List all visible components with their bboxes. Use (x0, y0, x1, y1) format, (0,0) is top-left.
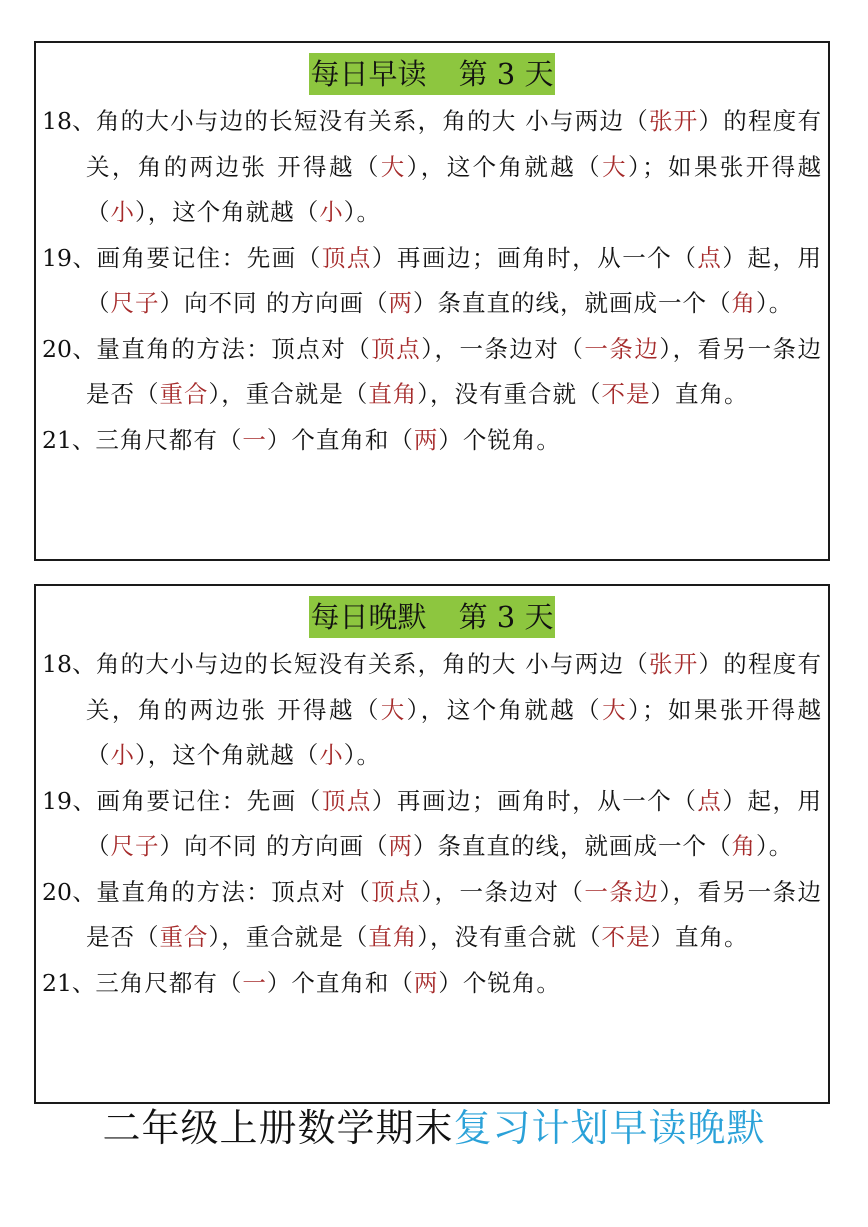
item-text: ）的程度有关，角的两边张 开得越（ (86, 107, 823, 181)
answer-text: 一 (242, 425, 267, 454)
list-item (42, 642, 822, 779)
item-text: 画角要记住：先画（ (96, 786, 322, 815)
answer-text: 小 (110, 741, 135, 769)
answer-text: 直角 (368, 380, 418, 408)
answer-text: 两 (388, 289, 413, 317)
answer-text: 两 (413, 968, 439, 997)
answer-text: 大 (380, 695, 407, 724)
item-text: ），一条边对（ (421, 334, 585, 363)
item-number: 18、 (42, 650, 96, 678)
item-text: ）。 (343, 741, 381, 769)
item-text: ），没有重合就（ (417, 380, 602, 408)
answer-text: 两 (413, 425, 439, 454)
answer-text: 大 (602, 695, 628, 724)
item-text: ）。 (755, 289, 794, 317)
item-text: ），重合就是（ (208, 380, 369, 408)
footer-caption-accent: 复习计划早读晚默 (453, 1106, 766, 1150)
list-item (42, 870, 822, 961)
item-text: ）个直角和（ (266, 968, 414, 997)
answer-text: 小 (319, 198, 344, 226)
evening-item-list (42, 642, 822, 1006)
answer-text: 不是 (601, 380, 651, 408)
item-text: ），看另一条边是否（ (86, 334, 823, 408)
answer-text: 不是 (601, 923, 651, 951)
answer-text: 一 (242, 968, 267, 997)
item-text: ）。 (755, 832, 794, 860)
answer-text: 张开 (649, 107, 699, 135)
item-text: ），这个角就越（ (406, 152, 603, 181)
item-number: 18、 (42, 107, 96, 135)
item-text: ）条直直的线，就画成一个（ (412, 289, 732, 317)
answer-text: 尺子 (110, 832, 160, 860)
item-text: ），重合就是（ (208, 923, 369, 951)
morning-title-wrap (42, 53, 822, 99)
morning-title (309, 53, 556, 95)
list-item (42, 327, 822, 418)
answer-text: 角 (731, 832, 756, 860)
item-text: ）条直直的线，就画成一个（ (412, 832, 732, 860)
evening-title-label: 每日晚默 (310, 600, 427, 634)
item-number: 19、 (42, 786, 97, 815)
item-text: ），这个角就越（ (135, 741, 320, 769)
item-text: ）的程度有关，角的两边张 开得越（ (86, 650, 823, 724)
item-text: ），这个角就越（ (135, 198, 320, 226)
item-text: 画角要记住：先画（ (96, 243, 322, 272)
item-text: ）；如果张开得越（ (86, 152, 823, 226)
answer-text: 顶点 (321, 243, 372, 272)
item-text: ）直角。 (650, 380, 749, 408)
item-text: ）起，用（ (86, 243, 823, 317)
item-text: ）向不同 的方向画（ (159, 832, 389, 860)
item-text: ）直角。 (650, 923, 749, 951)
list-item (42, 236, 822, 327)
item-number: 20、 (42, 334, 97, 363)
evening-title-day: 第 3 天 (458, 600, 554, 634)
item-text: 角的大小与边的长短没有关系，角的大 小与两边（ (95, 107, 650, 135)
item-text: 三角尺都有（ (95, 425, 243, 454)
evening-title (309, 596, 556, 638)
item-text: ）个锐角。 (438, 425, 561, 454)
morning-title-day: 第 3 天 (458, 57, 554, 91)
answer-text: 一条边 (584, 334, 660, 363)
answer-text: 点 (697, 243, 723, 272)
item-text: 量直角的方法：顶点对（ (96, 877, 372, 906)
item-number: 21、 (42, 968, 96, 997)
list-item (42, 779, 822, 870)
answer-text: 两 (388, 832, 413, 860)
item-text: ）再画边；画角时，从一个（ (371, 786, 698, 815)
morning-reading-card (34, 41, 830, 561)
item-text: ）起，用（ (86, 786, 823, 860)
answer-text: 小 (319, 741, 344, 769)
item-text: ）个直角和（ (266, 425, 414, 454)
item-text: ）；如果张开得越（ (86, 695, 823, 769)
answer-text: 大 (380, 152, 407, 181)
item-text: ）再画边；画角时，从一个（ (371, 243, 698, 272)
item-number: 20、 (42, 877, 97, 906)
answer-text: 角 (731, 289, 756, 317)
item-text: ）个锐角。 (438, 968, 561, 997)
answer-text: 顶点 (371, 877, 422, 906)
item-text: 三角尺都有（ (95, 968, 243, 997)
list-item (42, 961, 822, 1007)
answer-text: 大 (602, 152, 628, 181)
answer-text: 重合 (159, 923, 209, 951)
answer-text: 点 (697, 786, 723, 815)
list-item (42, 99, 822, 236)
answer-text: 重合 (159, 380, 209, 408)
item-text: ），一条边对（ (421, 877, 585, 906)
answer-text: 顶点 (321, 786, 372, 815)
item-number: 19、 (42, 243, 97, 272)
item-text: ），这个角就越（ (406, 695, 603, 724)
answer-text: 尺子 (110, 289, 160, 317)
evening-title-wrap (42, 596, 822, 642)
answer-text: 小 (110, 198, 135, 226)
answer-text: 张开 (649, 650, 699, 678)
morning-item-list (42, 99, 822, 463)
item-text: ）向不同 的方向画（ (159, 289, 389, 317)
footer-caption-main: 二年级上册数学期末 (102, 1106, 454, 1150)
item-text: 角的大小与边的长短没有关系，角的大 小与两边（ (95, 650, 650, 678)
footer-caption (0, 1100, 868, 1156)
list-item (42, 418, 822, 464)
item-text: ）。 (343, 198, 381, 226)
answer-text: 顶点 (371, 334, 422, 363)
evening-dictation-card (34, 584, 830, 1104)
answer-text: 直角 (368, 923, 418, 951)
item-text: ），没有重合就（ (417, 923, 602, 951)
item-text: 量直角的方法：顶点对（ (96, 334, 372, 363)
item-text: ），看另一条边是否（ (86, 877, 823, 951)
item-number: 21、 (42, 425, 96, 454)
morning-title-label: 每日早读 (310, 57, 427, 91)
answer-text: 一条边 (584, 877, 660, 906)
